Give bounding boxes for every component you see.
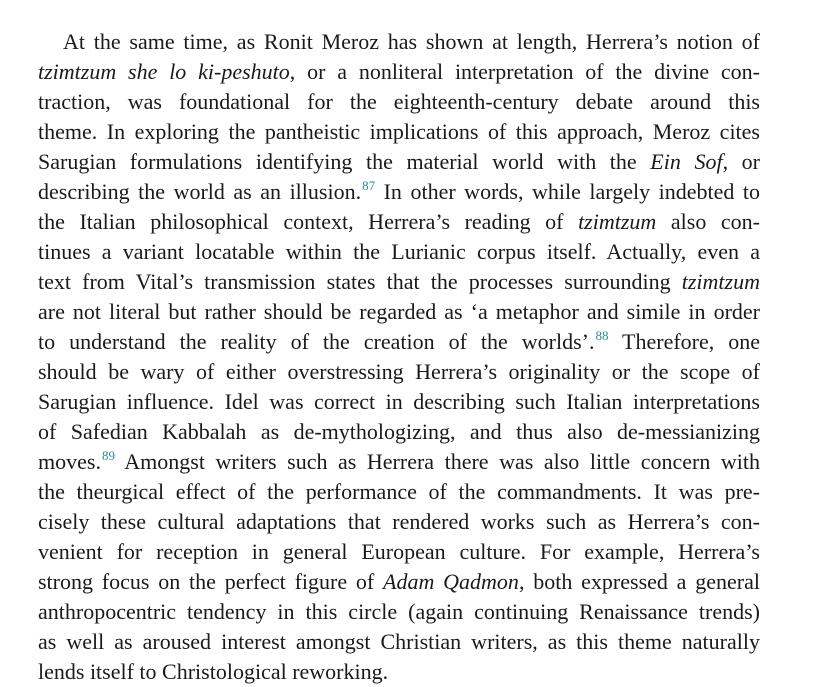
text-line xyxy=(38,207,760,237)
italic-term: tzimtzum xyxy=(578,209,657,234)
footnote-reference[interactable]: 87 xyxy=(362,178,376,193)
text-line xyxy=(38,147,760,177)
text-run: cisely these cultural adaptations that rendered works such as Herrera’s con- xyxy=(38,509,760,534)
text-run: lends itself to Christological reworking. xyxy=(38,659,389,684)
text-line xyxy=(38,507,760,537)
text-line xyxy=(38,117,760,147)
text-run: Sarugian influence. Idel was correct in describing such Italian interpretations xyxy=(38,389,760,414)
text-line xyxy=(38,267,760,297)
text-run: theme. In exploring the pantheistic implications of this approach, Meroz cites xyxy=(38,119,760,144)
text-run: to understand the reality of the creation of the worlds’. xyxy=(38,329,595,354)
text-run: tinues a variant locatable within the Lurianic corpus itself. Actually, even a xyxy=(38,239,760,264)
text-line xyxy=(38,447,760,477)
text-line xyxy=(38,177,760,207)
text-run: the Italian philosophical context, Herrera’s reading of xyxy=(38,209,579,234)
text-run: , both expressed a general xyxy=(518,569,760,594)
text-line xyxy=(38,657,760,687)
text-run: as well as aroused interest amongst Christian writers, as this theme naturally xyxy=(38,629,760,654)
text-run: should be wary of either overstressing Herrera’s originality or the scope of xyxy=(38,359,760,384)
text-run: the theurgical effect of the performance of the commandments. It was pre- xyxy=(38,479,760,504)
text-run: of Safedian Kabbalah as de-mythologizing, and thus also de-messianizing xyxy=(38,419,760,444)
text-line xyxy=(38,87,760,117)
body-paragraph xyxy=(38,27,760,687)
text-line xyxy=(38,417,760,447)
text-run: text from Vital’s transmission states that the processes surrounding xyxy=(38,269,682,294)
text-run: Sarugian formulations identifying the material world with the xyxy=(38,149,651,174)
text-line xyxy=(38,57,760,87)
italic-term: Ein Sof xyxy=(650,149,723,174)
text-run: describing the world as an illusion. xyxy=(38,179,362,204)
text-run: anthropocentric tendency in this circle (again continuing Renaissance trends) xyxy=(38,599,760,624)
italic-term: tzimtzum xyxy=(681,269,760,294)
text-line xyxy=(38,537,760,567)
italic-term: Adam Qadmon xyxy=(383,569,519,594)
text-run: Therefore, one xyxy=(608,329,760,354)
footnote-reference[interactable]: 88 xyxy=(595,328,609,343)
text-line xyxy=(38,27,760,57)
text-run: strong focus on the perfect figure of xyxy=(38,569,384,594)
text-line xyxy=(38,297,760,327)
text-line xyxy=(38,237,760,267)
text-line xyxy=(38,327,760,357)
text-line xyxy=(38,357,760,387)
text-run: Amongst writers such as Herrera there was also little concern with xyxy=(114,449,760,474)
text-line xyxy=(38,477,760,507)
text-run: , or a nonliteral interpretation of the divine con- xyxy=(289,59,761,84)
text-run: traction, was foundational for the eighteenth-century debate around this xyxy=(38,89,760,114)
text-run: venient for reception in general European culture. For example, Herrera’s xyxy=(38,539,760,564)
text-line xyxy=(38,567,760,597)
text-run: , or xyxy=(722,149,761,174)
text-run: moves. xyxy=(38,449,101,474)
text-run: In other words, while largely indebted to xyxy=(375,179,760,204)
text-run: also con- xyxy=(656,209,761,234)
italic-term: tzimtzum she lo ki-peshuto xyxy=(38,59,290,84)
text-line xyxy=(38,627,760,657)
text-run: are not literal but rather should be regarded as ‘a metaphor and simile in order xyxy=(38,299,760,324)
text-line xyxy=(38,387,760,417)
text-line xyxy=(38,597,760,627)
footnote-reference[interactable]: 89 xyxy=(101,448,115,463)
text-run: At the same time, as Ronit Meroz has shown at length, Herrera’s notion of xyxy=(63,29,760,54)
